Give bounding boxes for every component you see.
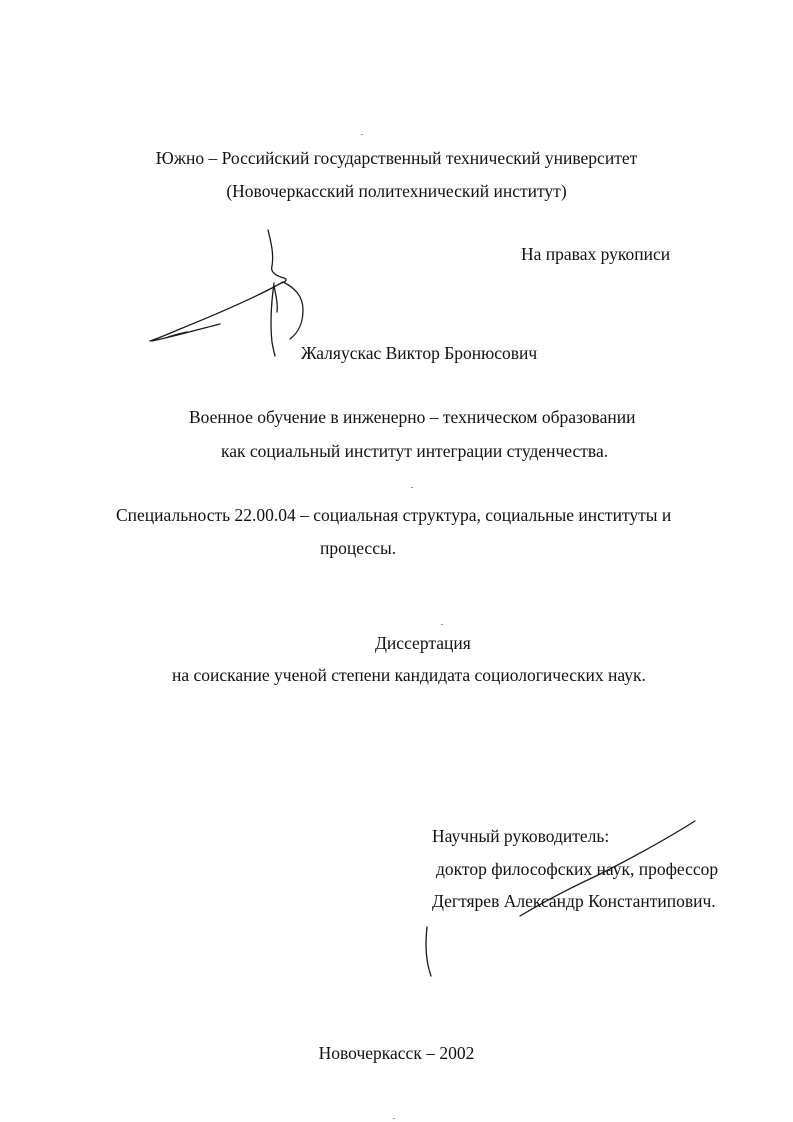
author-name: Жаляускас Виктор Бронюсович (301, 343, 538, 363)
scan-speck (393, 1118, 395, 1119)
scan-speck (361, 134, 363, 135)
thesis-title-line-2: как социальный институт интеграции студенчества. (221, 441, 609, 461)
scan-speck (411, 487, 413, 488)
dissertation-label: Диссертация (375, 633, 471, 653)
specialty-line-2: процессы. (320, 538, 397, 558)
degree-line: на соискание ученой степени кандидата социологических наук. (172, 665, 646, 685)
supervisor-label: Научный руководитель: (432, 826, 610, 846)
scan-speck (441, 624, 443, 625)
supervisor-name: Дегтярев Александр Константипович. (432, 891, 716, 911)
university-name: Южно – Российский государственный технический университет (155, 148, 638, 168)
rights-note: На правах рукописи (521, 244, 671, 264)
specialty-line-1: Специальность 22.00.04 – социальная структура, социальные институты и (116, 505, 672, 525)
institute-name: (Новочеркасский политехнический институт) (226, 181, 567, 201)
thesis-title-line-1: Военное обучение в инженерно – техническом образовании (189, 407, 636, 427)
place-year: Новочеркасск – 2002 (318, 1043, 475, 1063)
supervisor-degree: доктор философских наук, профессор (436, 859, 719, 879)
